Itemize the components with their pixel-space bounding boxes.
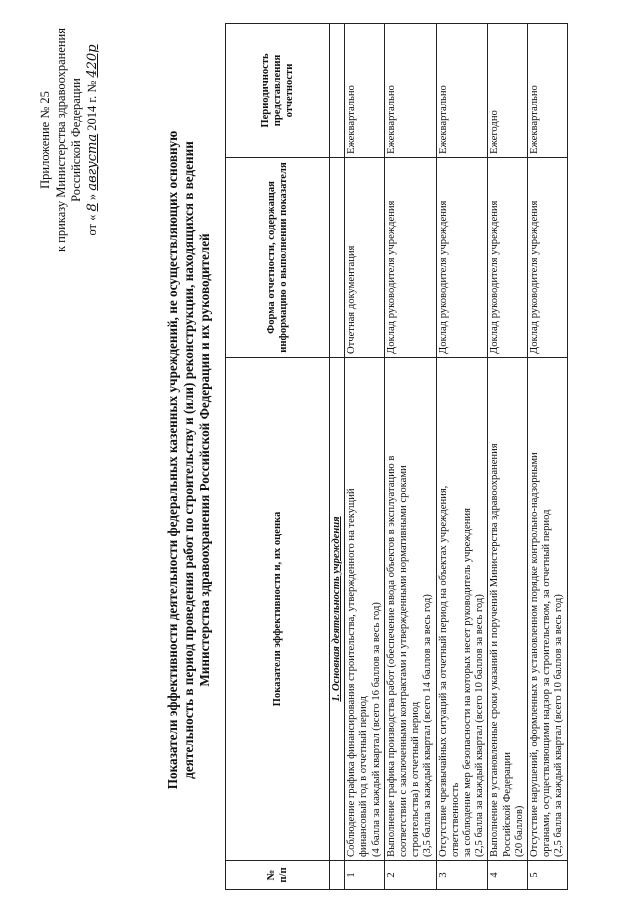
row-form: Доклад руководителя учреждения: [528, 158, 568, 358]
header-form: Форма отчетности, содержащая информацию о выполнении показателя: [226, 158, 330, 358]
row-num: 1: [345, 861, 385, 890]
row-num: 4: [488, 861, 528, 890]
handwritten-month: августа: [84, 133, 100, 191]
table-row: [436, 24, 488, 890]
header-indicator: Показатели эффективности и, их оценка: [226, 358, 330, 861]
table-header-row: [226, 24, 330, 890]
appendix-date-line: от « 8 » августа 2014 г. № 420р: [84, 44, 100, 236]
row-period: Ежеквартально: [345, 24, 385, 158]
row-form: Отчетная документация: [345, 158, 385, 358]
row-indicator: Соблюдение графика финансирования строительства, утвержденного на текущий финансовый год в отчетный период (4 балла за каждый квартал (всего 16 баллов за весь год): [345, 358, 385, 861]
appendix-header: [38, 15, 100, 265]
row-period: Ежеквартально: [436, 24, 488, 158]
document-title: Показатели эффективности деятельности федеральных казенных учреждений, не осуществляющих основную деятельность в период проведения работ по строительству и (или) реконструкции, находящихся в ведении Министерства здравоохранения Российской Федерации и их руководителей: [165, 130, 212, 790]
row-num: 5: [528, 861, 568, 890]
header-num: № п/п: [226, 861, 330, 890]
row-indicator: Отсутствие нарушений, оформленных в установленном порядке контрольно-надзорными органами, осуществляющими надзор за строительством, за отчетный период (2,5 балла за каждый квартал (всего 10 баллов за весь год): [528, 358, 568, 861]
table-row: [345, 24, 385, 890]
appendix-org: Российской Федерации: [69, 78, 83, 202]
table-row: [528, 24, 568, 890]
appendix-order-ref: к приказу Министерства здравоохранения: [53, 28, 68, 253]
appendix-number: Приложение № 25: [38, 91, 52, 189]
row-indicator: Выполнение в установленные сроки указаний и поручений Министерства здравоохранения Российской Федерации (20 баллов): [488, 358, 528, 861]
table-row: [384, 24, 436, 890]
handwritten-order-number: 420р: [84, 44, 100, 78]
row-indicator: Отсутствие чрезвычайных ситуаций за отчетный период на объектах учреждения, ответственность за соблюдение мер безопасности на которых несет руководитель учреждения (2,5 балла за каждый квартал (всего 10 баллов за весь год): [436, 358, 488, 861]
table-row: [488, 24, 528, 890]
handwritten-day: 8: [84, 203, 100, 212]
header-period: Периодичность представления отчетности: [226, 24, 330, 158]
row-period: Ежегодно: [488, 24, 528, 158]
row-num: 3: [436, 861, 488, 890]
section-title: 1. Основная деятельность учреждения: [330, 358, 345, 861]
indicators-table: [225, 23, 568, 890]
row-period: Ежеквартально: [384, 24, 436, 158]
row-num: 2: [384, 861, 436, 890]
row-indicator: Выполнение графика производства работ (обеспечение ввода объектов в эксплуатацию в соответствии с заключенными контрактами и утвержденными нормативными сроками строительства) в отчетный период (3,5 балла за каждый квартал (всего 14 баллов за весь год): [384, 358, 436, 861]
row-form: Доклад руководителя учреждения: [488, 158, 528, 358]
row-period: Ежеквартально: [528, 24, 568, 158]
row-form: Доклад руководителя учреждения: [436, 158, 488, 358]
section-row: [330, 24, 345, 890]
row-form: Доклад руководителя учреждения: [384, 158, 436, 358]
